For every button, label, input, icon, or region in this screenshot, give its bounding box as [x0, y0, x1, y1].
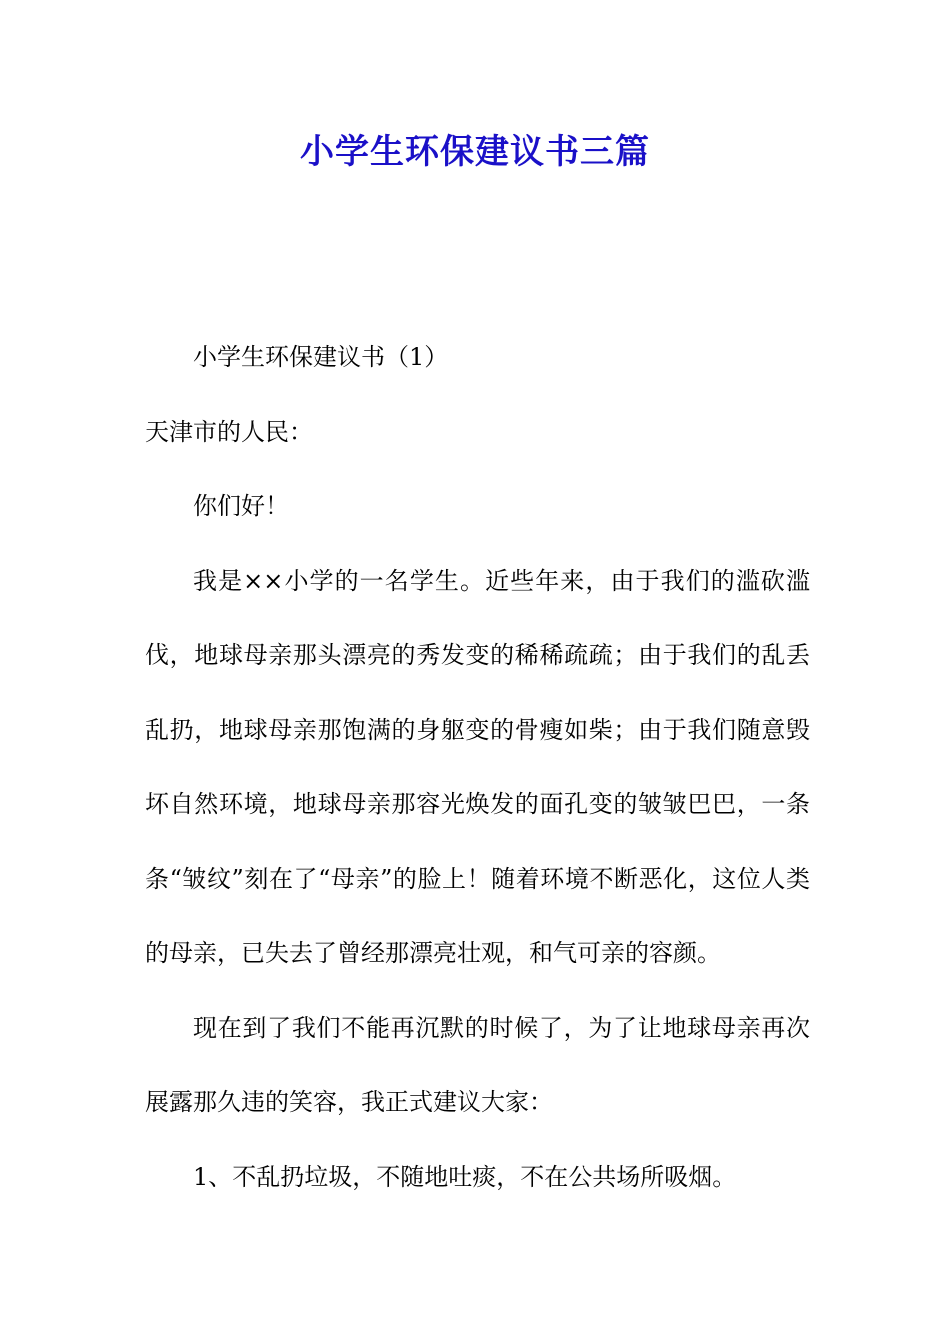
document-body — [145, 320, 810, 1214]
greeting: 你们好！ — [193, 492, 289, 520]
section-heading: 小学生环保建议书（1） — [193, 343, 449, 371]
proposal-item-1: 1、不乱扔垃圾，不随地吐痰，不在公共场所吸烟。 — [193, 1162, 737, 1191]
document-title: 小学生环保建议书三篇 — [300, 132, 650, 172]
body-paragraph-2: 现在到了我们不能再沉默的时候了，为了让地球母亲再次展露那久违的笑容，我正式建议大家： — [145, 1013, 810, 1116]
body-paragraph-1: 我是××小学的一名学生。近些年来，由于我们的滥砍滥伐，地球母亲那头漂亮的秀发变的稀稀疏疏；由于我们的乱丢乱扔，地球母亲那饱满的身躯变的骨瘦如柴；由于我们随意毁坏自然环境，地球母亲那容光焕发的面孔变的皱皱巴巴，一条条“皱纹”刻在了“母亲”的脸上！随着环境不断恶化，这位人类的母亲，已失去了曾经那漂亮壮观，和气可亲的容颜。 — [145, 566, 810, 967]
salutation: 天津市的人民： — [145, 417, 313, 446]
